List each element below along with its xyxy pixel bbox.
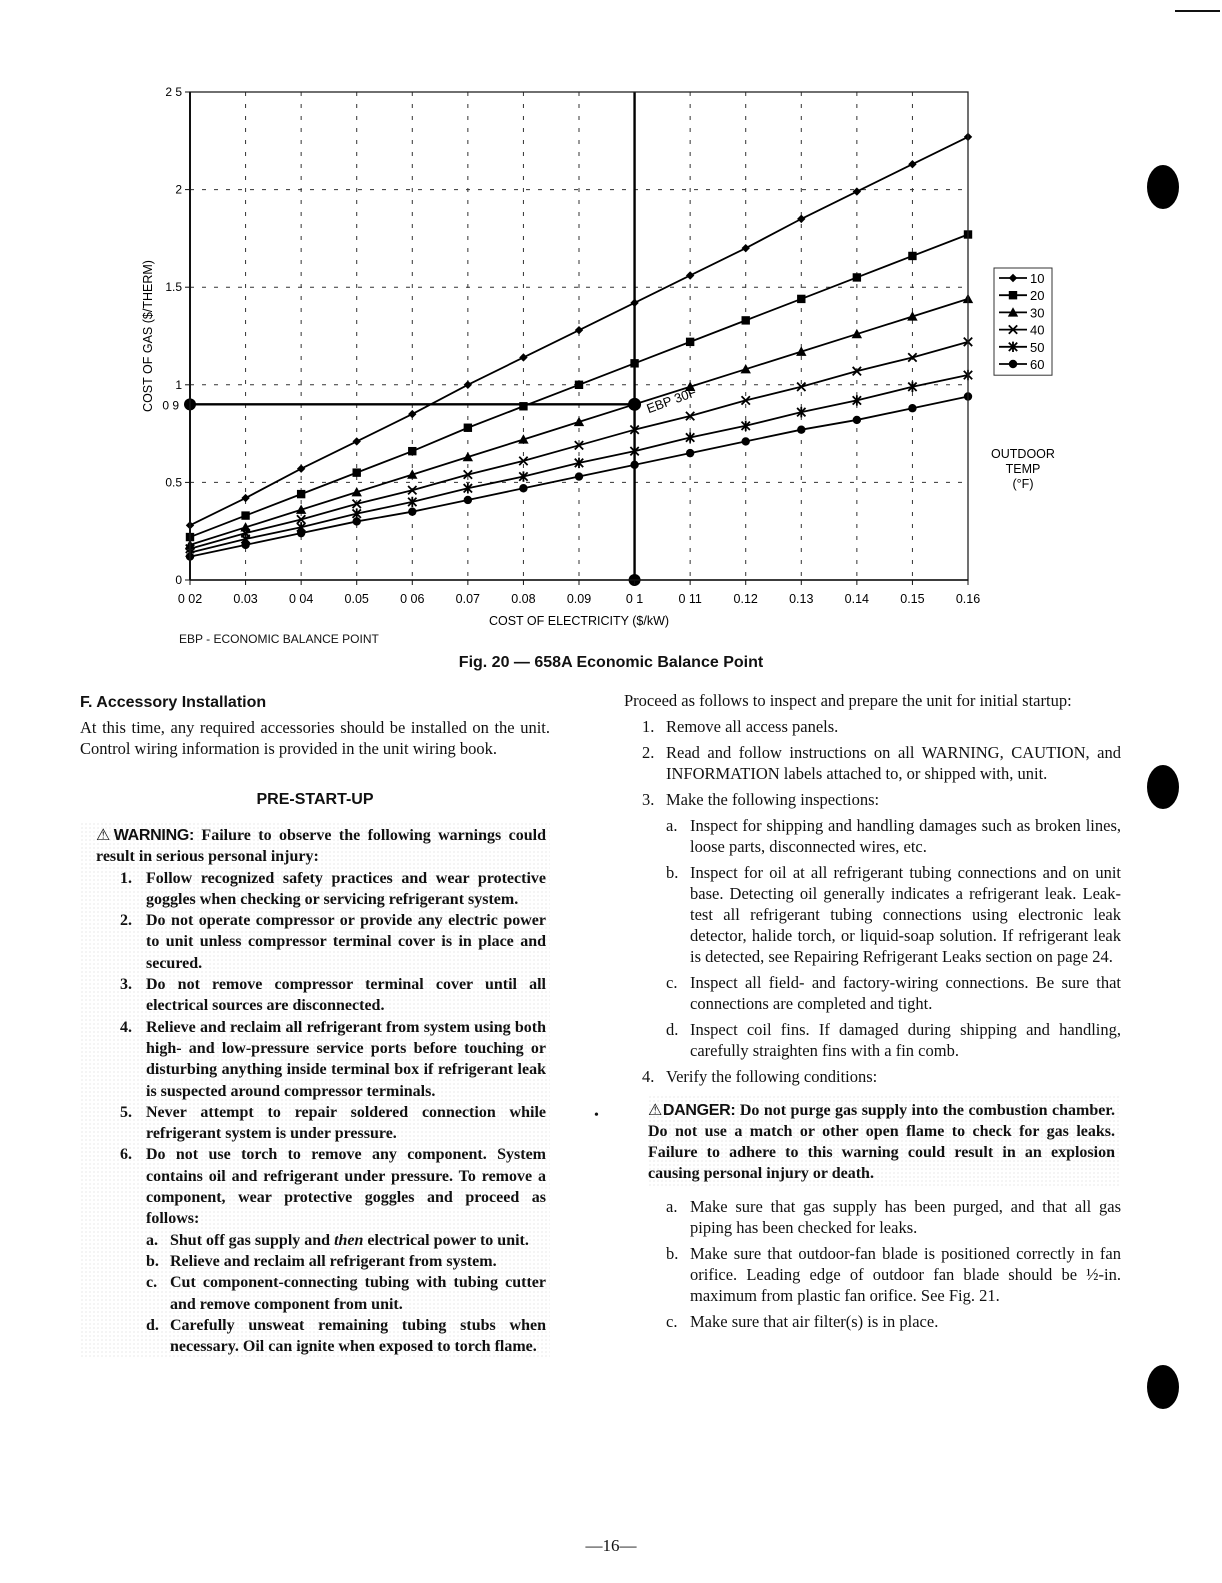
svg-text:0.03: 0.03 [233,592,258,606]
warning-list [80,868,546,1230]
page-number: —16— [585,1536,637,1555]
svg-text:10: 10 [1030,271,1045,286]
svg-text:0.14: 0.14 [844,592,870,606]
right-column [624,690,1121,1332]
danger-label: DANGER: [662,1102,736,1119]
svg-text:COST OF ELECTRICITY ($/kW): COST OF ELECTRICITY ($/kW) [488,614,670,628]
svg-text:20: 20 [1030,288,1045,304]
warning-item: 4. Relieve and reclaim all refrigerant from system using both high- and low-pressure service ports before touching or disturbing anything inside terminal box if refrigerant leak is suspected around compressor terminals. [120,1018,546,1100]
warning-item: 5. Never attempt to repair soldered connection while refrigerant system is under pressure. [120,1103,546,1143]
svg-text:0.05: 0.05 [344,592,369,606]
economic-balance-chart [0,0,1222,650]
svg-text:0.13: 0.13 [789,592,814,606]
chart-legend [991,268,1055,491]
svg-text:0.07: 0.07 [455,592,481,606]
chart-axes [141,85,980,628]
binder-hole-mark [1147,765,1179,809]
svg-text:0: 0 [175,573,182,587]
svg-text:0 02: 0 02 [177,592,203,606]
inspections-list [624,815,1121,1061]
warning-sub-item: c. Cut component-connecting tubing with tubing cutter and remove component from unit. [146,1274,546,1313]
inspection-item: b. Inspect for oil at all refrigerant tubing connections and on unit base. Detecting oil generally indicates a refrigerant leak. Leak-test all refrigerant tubing connections using electronic leak detector, halide torch, or liquid-soap solution. If refrigerant leak is detected, see Repairing Refrigerant Leaks section on page 24. [666,863,1121,966]
step-item: 3. Make the following inspections: [642,790,880,809]
warning-item: 1. Follow recognized safety practices and wear protective goggles when checking or servicing refrigerant system. [120,869,546,908]
svg-text:0.5: 0.5 [165,475,182,490]
steps-list [624,716,1121,810]
section-body: At this time, any required accessories should be installed on the unit. Control wiring information is provided in the unit wiring book. [80,718,550,758]
inspection-item: c. Inspect all field- and factory-wiring connections. Be sure that connections are completed and tight. [666,973,1121,1013]
svg-text:OUTDOOR: OUTDOOR [991,447,1055,461]
svg-text:1.5: 1.5 [165,280,182,295]
series-50 [186,370,972,558]
intro-paragraph: Proceed as follows to inspect and prepare the unit for initial startup: [624,691,1072,710]
step-item: 1. Remove all access panels. [642,717,839,736]
warning-sub-list [80,1230,546,1358]
pre-start-up-heading: PRE-START-UP [256,791,374,808]
svg-text:(°F): (°F) [1012,477,1034,491]
svg-text:50: 50 [1030,339,1045,355]
svg-text:0.08: 0.08 [511,592,536,606]
chart-footnote: EBP - ECONOMIC BALANCE POINT [179,632,379,646]
warning-box [80,822,550,1359]
warning-item: 2. Do not operate compressor or provide any electric power to unit unless compressor terminal cover is in place and secured. [120,912,546,972]
condition-item: a. Make sure that gas supply has been purged, and that all gas piping has been checked for leaks. [666,1197,1121,1237]
danger-box: ⚠DANGER: Do not purge gas supply into the combustion chamber. Do not use a match or other open flame to check for gas leaks. Failure to adhere to this warning could result in an explosion causing personal injury or death. [648,1095,1121,1188]
condition-item: b. Make sure that outdoor-fan blade is positioned correctly in fan orifice. Leading edge of outdoor fan blade should be ½-in. maximum from plastic fan orifice. See Fig. 21. [666,1244,1121,1305]
warning-triangle-icon: ⚠ [96,825,114,844]
svg-text:TEMP: TEMP [1005,462,1041,476]
svg-text:0 9: 0 9 [162,398,179,413]
inspection-item: d. Inspect coil fins. If damaged during shipping and handling, carefully straighten fins with a fin comb. [666,1020,1121,1060]
binder-hole-mark [1147,1365,1179,1409]
warning-sub-item: d. Carefully unsweat remaining tubing stubs when necessary. Oil can ignite when exposed to torch flame. [146,1316,546,1356]
svg-text:0.15: 0.15 [900,592,925,606]
svg-text:1: 1 [175,377,182,392]
warning-item: 6. Do not use torch to remove any component. System contains oil and refrigerant under pressure. To remove a component, wear protective goggles and proceed as follows: [120,1146,546,1228]
warning-sub-item: b. Relieve and reclaim all refrigerant from system. [146,1252,497,1270]
figure-caption: Fig. 20 — 658A Economic Balance Point [458,654,764,671]
svg-text:0.12: 0.12 [733,592,758,606]
warning-label: WARNING: [113,827,195,844]
svg-text:40: 40 [1030,322,1045,338]
inspection-item: a. Inspect for shipping and handling damages such as broken lines, loose parts, disconnected wires, etc. [666,816,1121,856]
svg-text:0.16: 0.16 [955,592,981,606]
scan-artifact: • [594,1108,599,1123]
warning-sub-item: a. Shut off gas supply and then electrical power to unit. [146,1231,529,1249]
conditions-list [624,1196,1121,1332]
series-20 [186,230,972,541]
section-title: F. Accessory Installation [80,694,267,711]
svg-text:2: 2 [175,182,182,197]
svg-text:2 5: 2 5 [165,85,182,99]
svg-text:EBP 30F: EBP 30F [644,384,699,417]
svg-text:COST OF GAS ($/THERM): COST OF GAS ($/THERM) [141,260,155,412]
svg-text:0 1: 0 1 [625,592,644,606]
series-10 [186,133,972,530]
step-4: 4. Verify the following conditions: [642,1067,878,1086]
svg-text:0 06: 0 06 [400,592,425,606]
svg-text:60: 60 [1030,357,1045,372]
left-column [80,692,550,1359]
danger-triangle-icon: ⚠ [648,1100,663,1119]
step-item: 2. Read and follow instructions on all WARNING, CAUTION, and INFORMATION labels attached to, or shipped with, unit. [642,743,1121,783]
warning-intro: ⚠WARNING: Failure to observe the following warnings could result in serious personal injury: [96,825,546,866]
svg-text:30: 30 [1030,305,1045,321]
svg-text:0.09: 0.09 [566,592,592,606]
condition-item: c. Make sure that air filter(s) is in place. [666,1312,939,1331]
svg-text:0 11: 0 11 [678,592,702,606]
svg-text:0 04: 0 04 [288,592,314,606]
warning-item: 3. Do not remove compressor terminal cover until all electrical sources are disconnected. [120,976,546,1015]
